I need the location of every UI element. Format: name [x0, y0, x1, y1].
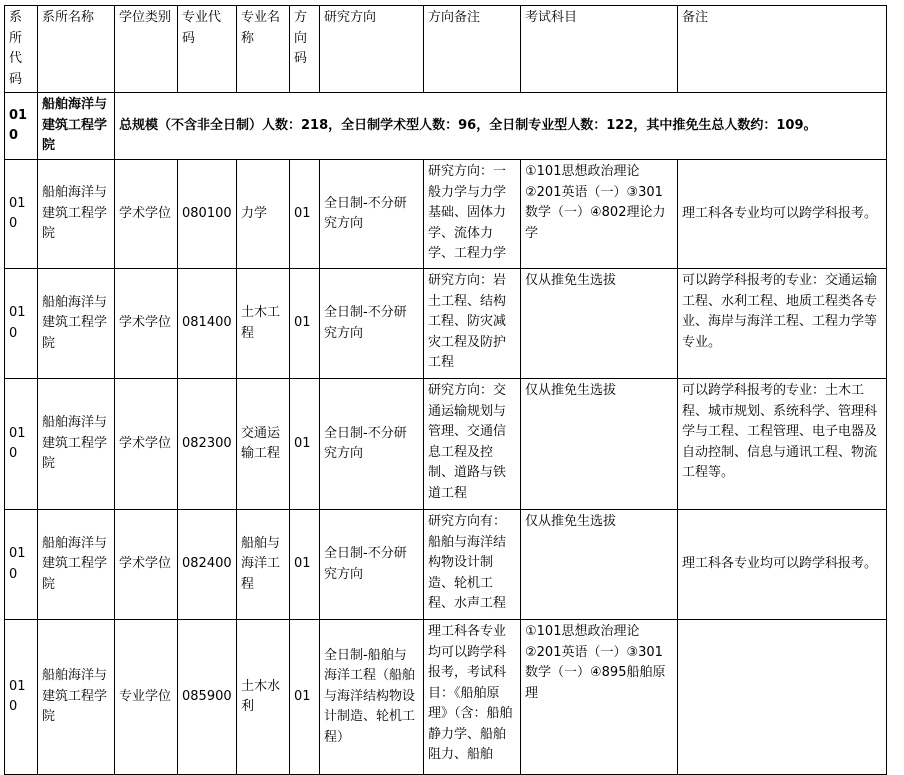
- exam-line: ①101思想政治理论: [525, 624, 640, 639]
- dept-code: 010: [5, 160, 38, 269]
- major-code: 082300: [178, 379, 237, 510]
- header-cell: 备注: [678, 6, 887, 93]
- exam-line: ①101思想政治理论: [525, 164, 640, 179]
- exam-line: 仅从推免生选拔: [525, 383, 617, 398]
- direction-note: 研究方向：岩土工程、结构工程、防灾减灾工程及防护工程: [424, 269, 521, 379]
- major-code: 082400: [178, 510, 237, 620]
- exam-subjects: [521, 160, 678, 269]
- enrollment-summary: 总规模（不含非全日制）人数：218，全日制学术型人数：96，全日制专业型人数：122，其中推免生总人数约：109。: [115, 93, 887, 160]
- major-name: 土木工程: [237, 269, 290, 379]
- admissions-table: [4, 5, 887, 775]
- header-cell: 考试科目: [521, 6, 678, 93]
- research-direction: 全日制-船舶与海洋工程（船舶与海洋结构物设计制造、轮机工程）: [320, 620, 424, 775]
- major-name: 力学: [237, 160, 290, 269]
- direction-code: 01: [290, 160, 320, 269]
- dept-code: 010: [5, 93, 38, 160]
- research-direction: 全日制-不分研究方向: [320, 160, 424, 269]
- direction-code: 01: [290, 620, 320, 775]
- degree-type: 学术学位: [115, 510, 178, 620]
- table-row: [5, 379, 887, 510]
- table-row: [5, 160, 887, 269]
- direction-code: 01: [290, 510, 320, 620]
- major-code: 081400: [178, 269, 237, 379]
- dept-name: 船舶海洋与建筑工程学院: [38, 160, 115, 269]
- major-name: 土木水利: [237, 620, 290, 775]
- degree-type: 学术学位: [115, 379, 178, 510]
- direction-note: 研究方向：交通运输规划与管理、交通信息工程及控制、道路与铁道工程: [424, 379, 521, 510]
- research-direction: 全日制-不分研究方向: [320, 379, 424, 510]
- degree-type: 专业学位: [115, 620, 178, 775]
- dept-code: 010: [5, 379, 38, 510]
- research-direction: 全日制-不分研究方向: [320, 269, 424, 379]
- remark: [678, 620, 887, 775]
- header-cell: 学位类别: [115, 6, 178, 93]
- exam-subjects: [521, 379, 678, 510]
- dept-name: 船舶海洋与建筑工程学院: [38, 269, 115, 379]
- major-code: 085900: [178, 620, 237, 775]
- degree-type: 学术学位: [115, 269, 178, 379]
- major-name: 船舶与海洋工程: [237, 510, 290, 620]
- table-row: [5, 620, 887, 775]
- direction-note: 研究方向：一般力学与力学基础、固体力学、流体力学、工程力学: [424, 160, 521, 269]
- header-row: [5, 6, 887, 93]
- header-cell: 研究方向: [320, 6, 424, 93]
- dept-name: 船舶海洋与建筑工程学院: [38, 510, 115, 620]
- header-cell: 专业名称: [237, 6, 290, 93]
- major-name: 交通运输工程: [237, 379, 290, 510]
- degree-type: 学术学位: [115, 160, 178, 269]
- remark: 理工科各专业均可以跨学科报考。: [678, 160, 887, 269]
- direction-code: 01: [290, 269, 320, 379]
- exam-line: ②201英语（一）③301数学（一）④802理论力学: [525, 184, 666, 241]
- exam-line: 仅从推免生选拔: [525, 514, 617, 529]
- table-row: [5, 269, 887, 379]
- header-cell: 系所代码: [5, 6, 38, 93]
- research-direction: 全日制-不分研究方向: [320, 510, 424, 620]
- dept-code: 010: [5, 510, 38, 620]
- exam-subjects: [521, 510, 678, 620]
- remark: 可以跨学科报考的专业：土木工程、城市规划、系统科学、管理科学与工程、工程管理、电子电器及自动控制、信息与通讯工程、物流工程等。: [678, 379, 887, 510]
- dept-code: 010: [5, 269, 38, 379]
- major-code: 080100: [178, 160, 237, 269]
- dept-code: 010: [5, 620, 38, 775]
- direction-note: 理工科各专业均可以跨学科报考，考试科目：《船舶原理》（含：船舶静力学、船舶阻力、船舶: [424, 620, 521, 775]
- direction-code: 01: [290, 379, 320, 510]
- exam-line: ②201英语（一）③301数学（一）④895船舶原理: [525, 644, 666, 701]
- remark: 理工科各专业均可以跨学科报考。: [678, 510, 887, 620]
- dept-name: 船舶海洋与建筑工程学院: [38, 379, 115, 510]
- exam-line: 仅从推免生选拔: [525, 273, 617, 288]
- exam-subjects: [521, 620, 678, 775]
- header-cell: 方向码: [290, 6, 320, 93]
- direction-note: 研究方向有：船舶与海洋结构物设计制造、轮机工程、水声工程: [424, 510, 521, 620]
- summary-row: [5, 93, 887, 160]
- table-row: [5, 510, 887, 620]
- remark: 可以跨学科报考的专业：交通运输工程、水利工程、地质工程类各专业、海岸与海洋工程、工程力学等专业。: [678, 269, 887, 379]
- header-cell: 方向备注: [424, 6, 521, 93]
- header-cell: 专业代码: [178, 6, 237, 93]
- dept-name: 船舶海洋与建筑工程学院: [38, 93, 115, 160]
- header-cell: 系所名称: [38, 6, 115, 93]
- exam-subjects: [521, 269, 678, 379]
- dept-name: 船舶海洋与建筑工程学院: [38, 620, 115, 775]
